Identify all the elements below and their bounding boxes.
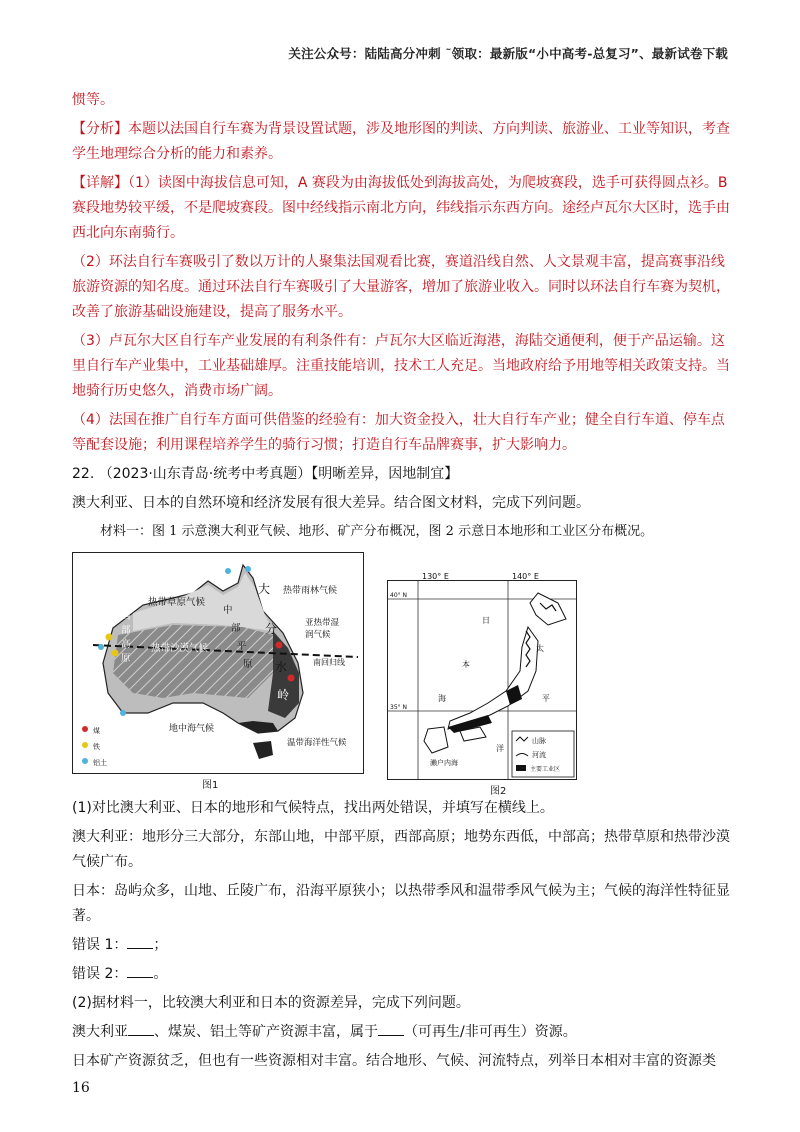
- australia-statement: 澳大利亚：地形分三大部分，东部山地，中部平原，西部高原；地势东西低，中部高；热带草原和热带沙漠气候广布。: [72, 829, 730, 870]
- label-rainforest: 热带雨林气候: [283, 586, 338, 596]
- question-2: (2)据材料一，比较澳大利亚和日本的资源差异，完成下列问题。: [72, 995, 470, 1011]
- legend-industrial-symbol: [516, 765, 526, 771]
- answer-detail-3: （3）卢瓦尔大区自行车产业发展的有利条件有：卢瓦尔大区临近海港，海陆交通便利，便于产品运输。这里自行车产业集中，工业基础雄厚。注重技能培训，技术工人充足。当地政府给予用地等相关政策支持。当地骑行历史悠久，消费市场广阔。: [72, 333, 730, 399]
- question-2b: 日本矿产资源贫乏，但也有一些资源相对丰富。结合地形、气候、河流特点，列举日本相对丰富的资源类: [72, 1053, 716, 1069]
- label-mid-1: 中: [223, 605, 233, 616]
- coal-dot: [276, 642, 283, 649]
- q2a-part-1: 澳大利亚: [72, 1024, 128, 1040]
- legend-iron-dot: [82, 742, 88, 748]
- legend-mountain-label: 山脉: [532, 737, 546, 745]
- error-1-blank[interactable]: [127, 935, 153, 949]
- label-range-1: 大: [258, 582, 271, 596]
- legend-industrial-label: 主要工业区: [530, 766, 561, 773]
- label-humid-1: 亚热带湿: [305, 618, 340, 628]
- error-1-line: 错误 1： ；: [72, 937, 168, 953]
- lat-40-label: 40° N: [390, 592, 408, 599]
- q2a-blank-2[interactable]: [378, 1022, 404, 1036]
- answer-detail-4: （4）法国在推广自行车方面可供借鉴的经验有：加大资金投入，壮大自行车产业；健全自行车道、停车点等配套设施；利用课程培养学生的骑行习惯；打造自行车品牌赛事，扩大影响力。: [72, 412, 725, 453]
- label-west-2: 部: [121, 625, 131, 636]
- bauxite-dot: [98, 644, 104, 650]
- label-humid-2: 润气候: [305, 630, 331, 640]
- label-west-4: 原: [121, 653, 131, 664]
- question-source: （2023·山东青岛·统考中考真题）【明晰差异，因地制宜】: [98, 466, 459, 482]
- iron-dot: [106, 634, 113, 641]
- label-range-3: 水: [275, 660, 288, 674]
- figures: [72, 552, 732, 797]
- label-savanna: 热带草原气候: [148, 597, 206, 608]
- honshu: [448, 627, 538, 729]
- iron-dot: [112, 650, 119, 657]
- error-2-blank[interactable]: [127, 964, 153, 978]
- bauxite-dot: [245, 566, 251, 572]
- legend-bauxite-label: 铝土: [93, 759, 107, 767]
- legend-coal-label: 煤: [93, 727, 100, 735]
- legend-coal-dot: [82, 726, 88, 732]
- answer-continuation: 惯等。: [72, 92, 114, 108]
- label-mid-4: 原: [243, 659, 253, 670]
- q2a-part-2: 、煤炭、铝土等矿产资源丰富，属于: [154, 1024, 378, 1040]
- label-ben: 本: [462, 660, 470, 669]
- label-hai: 海: [438, 694, 446, 703]
- page-header: 关注公众号：陆陆高分冲刺 ˜领取：最新版“小中高考-总复习”、最新试卷下载: [288, 46, 728, 61]
- error-1-label: 错误 1：: [72, 937, 128, 953]
- lon-130-label: 130° E: [422, 572, 449, 581]
- label-mid-3: 平: [237, 641, 247, 652]
- coal-dot: [288, 675, 295, 682]
- label-tropic: 南回归线: [313, 658, 345, 667]
- legend-iron-label: 铁: [93, 743, 100, 751]
- label-desert: 热带沙漠气候: [151, 643, 209, 654]
- label-range-4: 岭: [277, 688, 290, 702]
- question-intro: 澳大利亚、日本的自然环境和经济发展有很大差异。结合图文材料，完成下列问题。: [72, 495, 590, 511]
- bauxite-dot: [225, 568, 231, 574]
- legend-river-label: 河流: [532, 751, 546, 759]
- label-ri: 日: [482, 616, 490, 625]
- page-content: [72, 88, 732, 1078]
- label-range-2: 分: [265, 622, 278, 636]
- error-2-line: 错误 2： 。: [72, 966, 168, 982]
- lat-35-label: 35° N: [390, 704, 408, 711]
- tasmania: [253, 741, 273, 759]
- label-ping: 平: [542, 694, 550, 703]
- label-inland-sea: 濑户内海: [430, 759, 458, 767]
- label-mid-2: 部: [231, 623, 241, 634]
- material-one: 材料一：图 1 示意澳大利亚气候、地形、矿产分布概况，图 2 示意日本地形和工业区分布概况。: [100, 524, 654, 539]
- australia-map: [72, 552, 364, 774]
- legend-bauxite-dot: [82, 758, 88, 764]
- label-tai: 太: [536, 644, 544, 653]
- question-number: 22.: [72, 466, 95, 482]
- hokkaido: [530, 593, 566, 625]
- answer-analysis: 【分析】本题以法国自行车赛为背景设置试题，涉及地形图的判读、方向判读、旅游业、工业等知识，考查学生地理综合分析的能力和素养。: [72, 121, 730, 162]
- japan-map: [387, 572, 577, 780]
- question-title: [72, 462, 732, 487]
- label-oceanic: 温带海洋性气候: [287, 738, 347, 748]
- label-yang: 洋: [496, 744, 504, 753]
- japan-statement: 日本：岛屿众多，山地、丘陵广布，沿海平原狭小；以热带季风和温带季风气候为主；气候的海洋性特征显著。: [72, 883, 730, 924]
- question-2a: [72, 1020, 732, 1045]
- error-2-label: 错误 2：: [72, 966, 128, 982]
- q2a-part-3: （可再生/非可再生）资源。: [404, 1024, 577, 1040]
- figure2-caption: 图2: [490, 786, 507, 797]
- question-1: (1)对比澳大利亚、日本的地形和气候特点，找出两处错误，并填写在横线上。: [72, 800, 554, 816]
- label-mediterranean: 地中海气候: [169, 724, 215, 734]
- q2a-blank-1[interactable]: [128, 1022, 154, 1036]
- lon-140-label: 140° E: [512, 572, 539, 581]
- page-number: 16: [72, 1080, 90, 1096]
- label-west-1: 西: [121, 611, 131, 622]
- answer-detail-2: （2）环法自行车赛吸引了数以万计的人聚集法国观看比赛，赛道沿线自然、人文景观丰富，提高赛事沿线旅游资源的知名度。通过环法自行车赛吸引了大量游客，增加了旅游业收入。同时以环法自行车赛为契机，改善了旅游基础设施建设，提高了服务水平。: [72, 254, 730, 320]
- figure1-caption: 图1: [202, 780, 219, 791]
- bauxite-dot: [120, 710, 126, 716]
- answer-detail-1: 【详解】（1）读图中海拔信息可知，A 赛段为由海拔低处到海拔高处，为爬坡赛段，选手可获得圆点衫。B 赛段地势较平缓，不是爬坡赛段。图中经线指示南北方向，纬线指示东西方向。途经卢瓦尔大区时，选手由西北向东南骑行。: [72, 175, 730, 241]
- label-west-3: 高: [121, 639, 131, 650]
- kyushu: [424, 727, 448, 753]
